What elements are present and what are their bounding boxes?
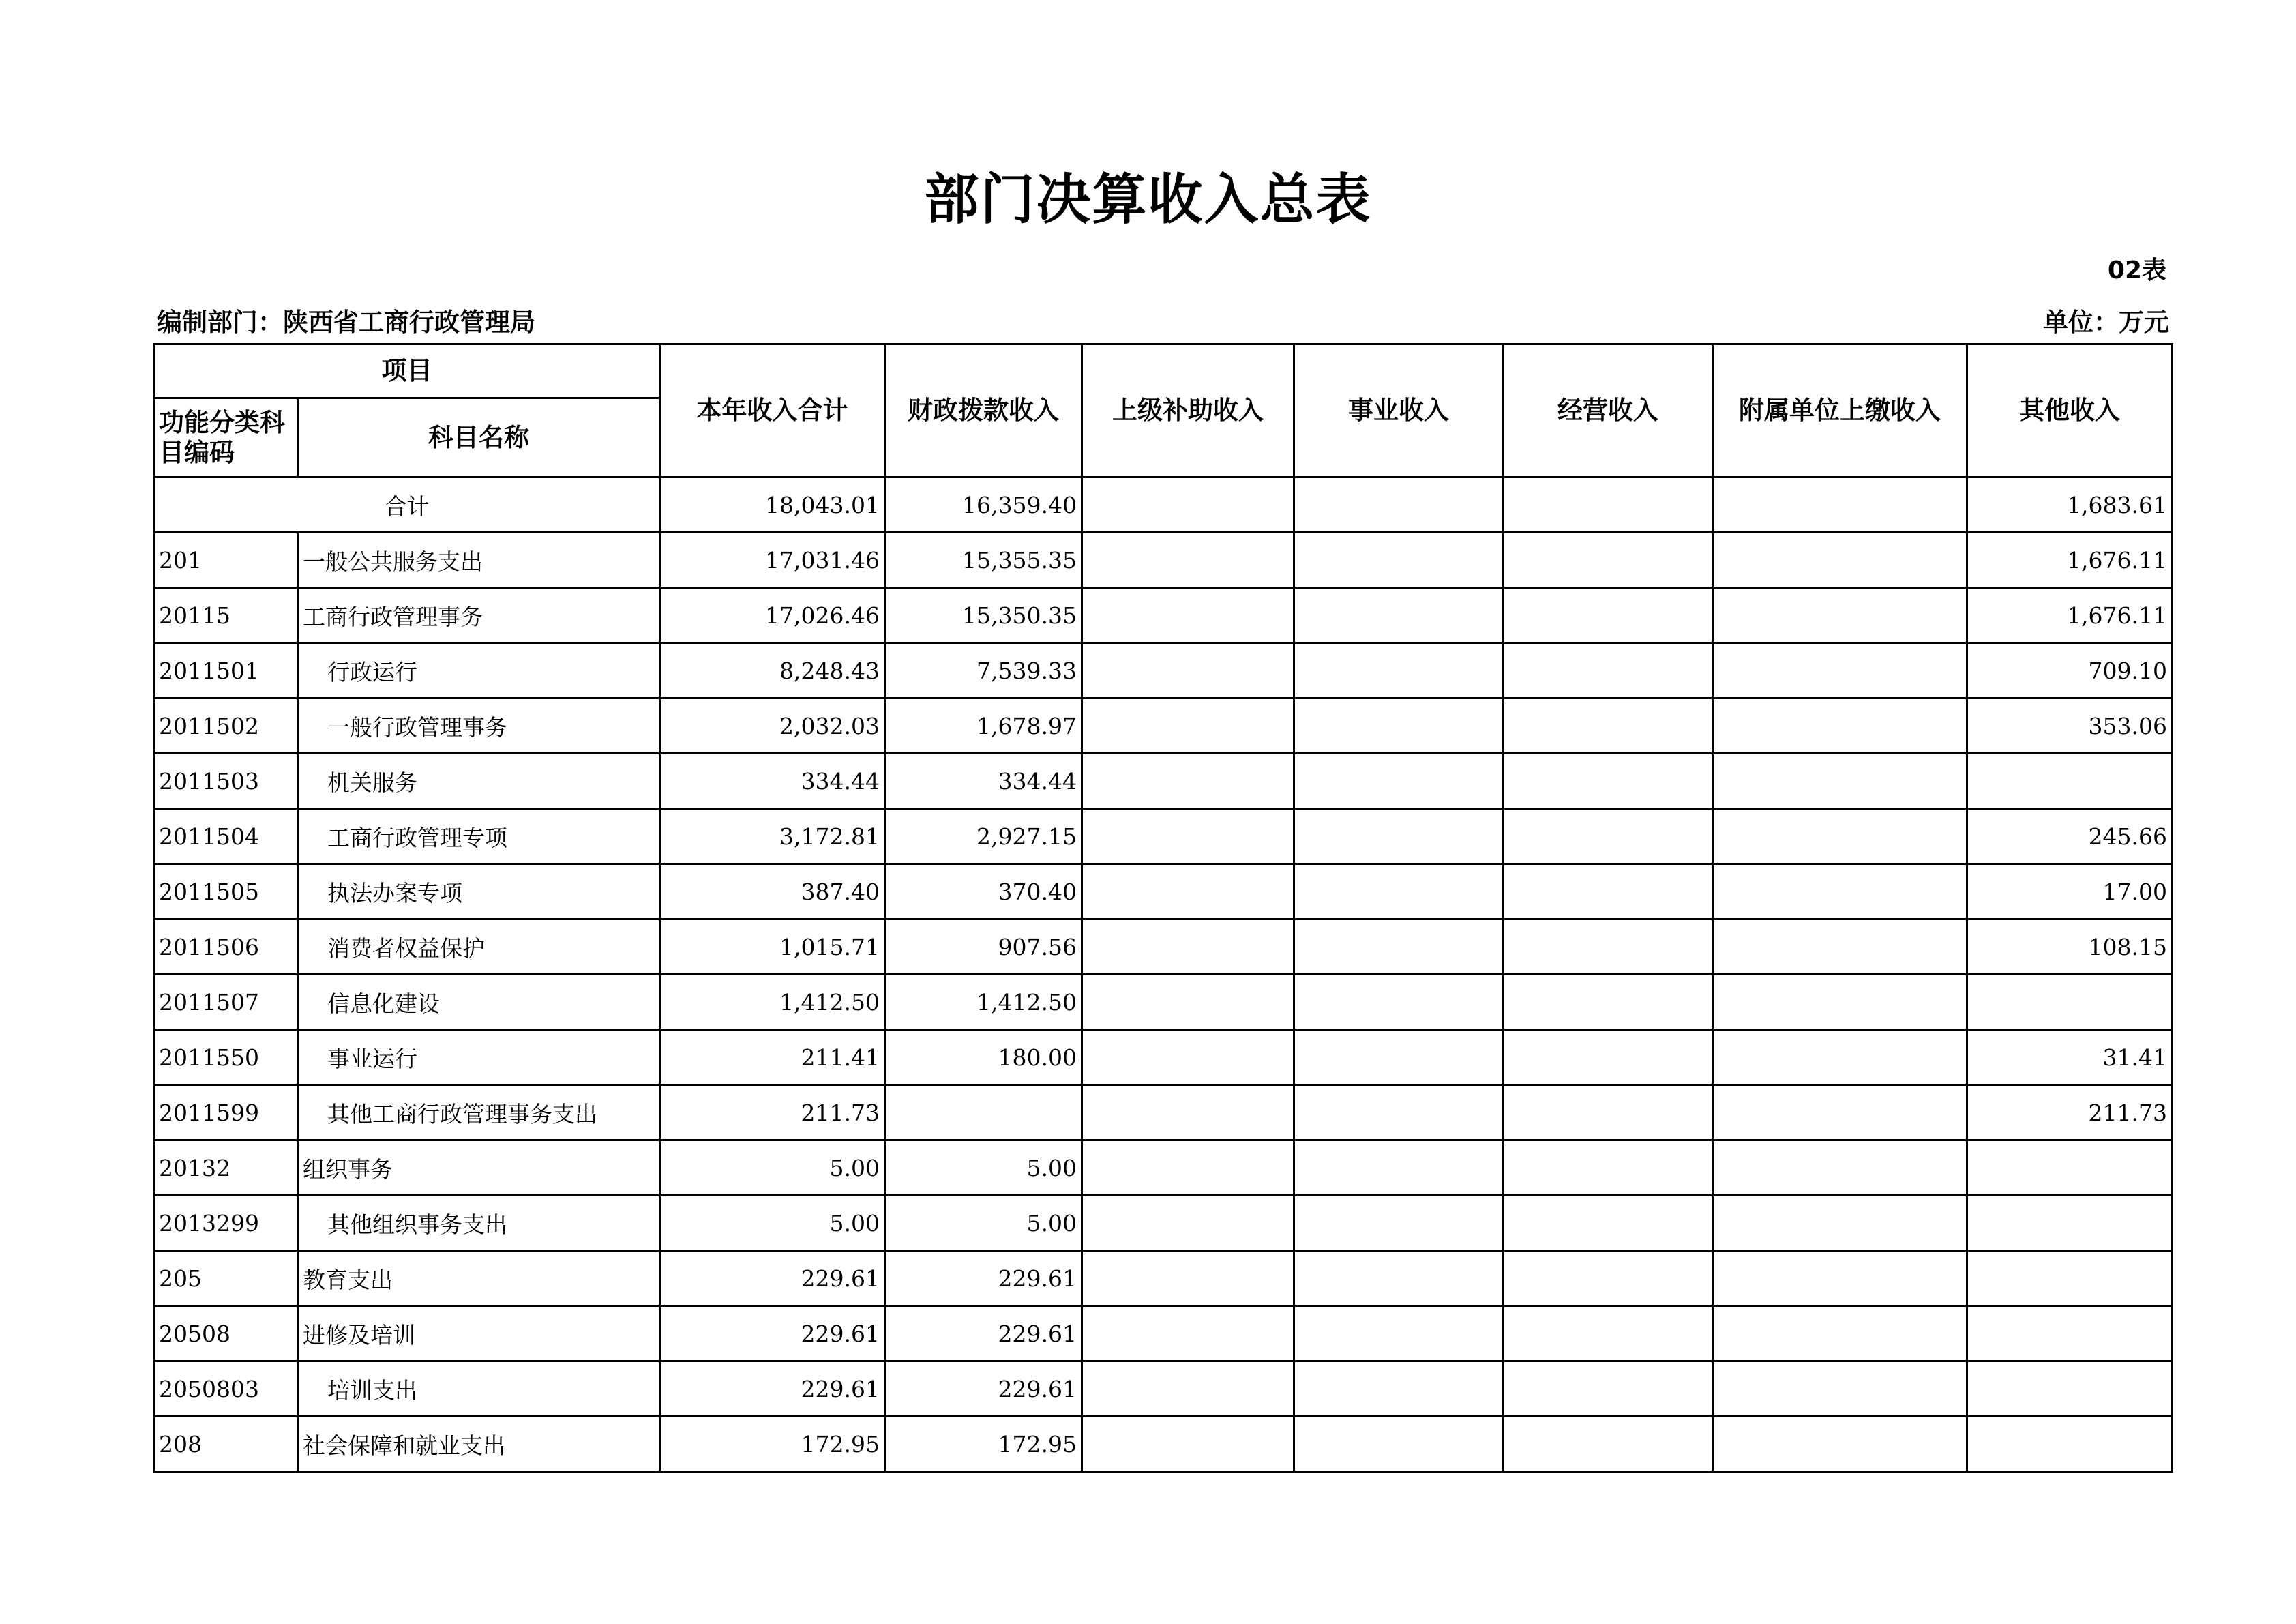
subject-name-cell (298, 1085, 660, 1140)
table-row (154, 809, 2173, 864)
superior-amount-cell (1082, 919, 1294, 975)
subject-name-cell (298, 864, 660, 919)
business-amount-cell (1294, 1085, 1504, 1140)
total-amount-cell: 334.44 (660, 754, 885, 809)
subject-name-text: 执法办案专项 (327, 879, 462, 906)
other-amount-cell: 1,683.61 (1967, 477, 2173, 533)
fiscal-amount-cell: 907.56 (885, 919, 1082, 975)
total-amount-cell: 17,031.46 (660, 533, 885, 588)
fiscal-amount-cell: 2,927.15 (885, 809, 1082, 864)
fiscal-amount-cell: 15,355.35 (885, 533, 1082, 588)
affiliated-amount-cell (1713, 1030, 1967, 1085)
subject-name-text: 其他组织事务支出 (327, 1211, 507, 1238)
header-superior-subsidy: 上级补助收入 (1082, 344, 1294, 477)
other-amount-cell (1967, 1251, 2173, 1306)
business-amount-cell (1294, 809, 1504, 864)
subject-code-cell: 20508 (154, 1306, 298, 1361)
other-amount-cell: 17.00 (1967, 864, 2173, 919)
subject-name-cell (298, 1140, 660, 1196)
table-row (154, 1196, 2173, 1251)
table-body (154, 477, 2173, 1472)
superior-amount-cell (1082, 1085, 1294, 1140)
subject-name-cell (298, 533, 660, 588)
superior-amount-cell (1082, 975, 1294, 1030)
total-amount-cell: 211.73 (660, 1085, 885, 1140)
subject-name-cell (298, 643, 660, 698)
total-amount-cell: 5.00 (660, 1196, 885, 1251)
operating-amount-cell (1504, 1306, 1713, 1361)
income-summary-table (153, 343, 2173, 1473)
affiliated-amount-cell (1713, 1085, 1967, 1140)
fiscal-amount-cell: 180.00 (885, 1030, 1082, 1085)
other-amount-cell (1967, 1361, 2173, 1417)
superior-amount-cell (1082, 1140, 1294, 1196)
other-amount-cell: 211.73 (1967, 1085, 2173, 1140)
business-amount-cell (1294, 588, 1504, 643)
subject-name-text: 消费者权益保护 (327, 934, 485, 962)
table-row (154, 1417, 2173, 1472)
subject-name-cell (298, 754, 660, 809)
header-subject-name: 科目名称 (298, 398, 660, 477)
subject-name-cell (298, 1361, 660, 1417)
subject-code-cell: 205 (154, 1251, 298, 1306)
fiscal-amount-cell: 334.44 (885, 754, 1082, 809)
business-amount-cell (1294, 1196, 1504, 1251)
other-amount-cell: 1,676.11 (1967, 588, 2173, 643)
header-other-income: 其他收入 (1967, 344, 2173, 477)
total-amount-cell: 229.61 (660, 1251, 885, 1306)
table-row (154, 643, 2173, 698)
affiliated-amount-cell (1713, 864, 1967, 919)
subject-name-text: 组织事务 (303, 1155, 393, 1183)
affiliated-amount-cell (1713, 477, 1967, 533)
department-label: 编制部门：陕西省工商行政管理局 (157, 308, 535, 337)
other-amount-cell (1967, 1196, 2173, 1251)
other-amount-cell (1967, 754, 2173, 809)
business-amount-cell (1294, 1417, 1504, 1472)
operating-amount-cell (1504, 698, 1713, 754)
operating-amount-cell (1504, 588, 1713, 643)
header-function-code: 功能分类科目编码 (154, 398, 298, 477)
total-amount-cell: 17,026.46 (660, 588, 885, 643)
affiliated-amount-cell (1713, 1417, 1967, 1472)
affiliated-amount-cell (1713, 643, 1967, 698)
fiscal-amount-cell: 229.61 (885, 1251, 1082, 1306)
total-row-label: 合计 (154, 477, 660, 533)
fiscal-amount-cell: 7,539.33 (885, 643, 1082, 698)
other-amount-cell: 31.41 (1967, 1030, 2173, 1085)
affiliated-amount-cell (1713, 1251, 1967, 1306)
fiscal-amount-cell: 1,412.50 (885, 975, 1082, 1030)
affiliated-amount-cell (1713, 919, 1967, 975)
operating-amount-cell (1504, 1196, 1713, 1251)
operating-amount-cell (1504, 809, 1713, 864)
fiscal-amount-cell: 16,359.40 (885, 477, 1082, 533)
fiscal-amount-cell (885, 1085, 1082, 1140)
subject-name-text: 一般公共服务支出 (303, 548, 483, 575)
table-number: 02表 (2107, 256, 2166, 284)
header-project: 项目 (154, 344, 660, 398)
subject-name-cell (298, 698, 660, 754)
affiliated-amount-cell (1713, 1361, 1967, 1417)
business-amount-cell (1294, 1306, 1504, 1361)
superior-amount-cell (1082, 643, 1294, 698)
table-row (154, 1361, 2173, 1417)
other-amount-cell: 709.10 (1967, 643, 2173, 698)
operating-amount-cell (1504, 1030, 1713, 1085)
fiscal-amount-cell: 1,678.97 (885, 698, 1082, 754)
subject-code-cell: 2013299 (154, 1196, 298, 1251)
fiscal-amount-cell: 15,350.35 (885, 588, 1082, 643)
table-row (154, 864, 2173, 919)
operating-amount-cell (1504, 1417, 1713, 1472)
unit-label: 单位：万元 (2043, 308, 2169, 337)
operating-amount-cell (1504, 1140, 1713, 1196)
fiscal-amount-cell: 172.95 (885, 1417, 1082, 1472)
total-amount-cell: 229.61 (660, 1361, 885, 1417)
superior-amount-cell (1082, 754, 1294, 809)
other-amount-cell: 108.15 (1967, 919, 2173, 975)
subject-name-text: 一般行政管理事务 (327, 713, 507, 741)
superior-amount-cell (1082, 1306, 1294, 1361)
other-amount-cell (1967, 1417, 2173, 1472)
subject-code-cell: 2011550 (154, 1030, 298, 1085)
subject-name-text: 事业运行 (327, 1045, 417, 1072)
superior-amount-cell (1082, 1196, 1294, 1251)
business-amount-cell (1294, 533, 1504, 588)
subject-name-cell (298, 809, 660, 864)
total-amount-cell: 3,172.81 (660, 809, 885, 864)
total-amount-cell: 18,043.01 (660, 477, 885, 533)
business-amount-cell (1294, 1030, 1504, 1085)
superior-amount-cell (1082, 1417, 1294, 1472)
affiliated-amount-cell (1713, 1196, 1967, 1251)
operating-amount-cell (1504, 533, 1713, 588)
total-amount-cell: 172.95 (660, 1417, 885, 1472)
affiliated-amount-cell (1713, 754, 1967, 809)
table-row (154, 1140, 2173, 1196)
affiliated-amount-cell (1713, 533, 1967, 588)
total-amount-cell: 229.61 (660, 1306, 885, 1361)
table-row (154, 919, 2173, 975)
table-row (154, 1251, 2173, 1306)
business-amount-cell (1294, 754, 1504, 809)
fiscal-amount-cell: 229.61 (885, 1361, 1082, 1417)
business-amount-cell (1294, 1361, 1504, 1417)
total-amount-cell: 8,248.43 (660, 643, 885, 698)
operating-amount-cell (1504, 1085, 1713, 1140)
table-row (154, 1085, 2173, 1140)
business-amount-cell (1294, 919, 1504, 975)
header-operating-income: 经营收入 (1504, 344, 1713, 477)
subject-name-cell (298, 1030, 660, 1085)
subject-code-cell: 20115 (154, 588, 298, 643)
operating-amount-cell (1504, 864, 1713, 919)
affiliated-amount-cell (1713, 1306, 1967, 1361)
subject-name-text: 机关服务 (327, 769, 417, 796)
operating-amount-cell (1504, 1361, 1713, 1417)
other-amount-cell: 245.66 (1967, 809, 2173, 864)
business-amount-cell (1294, 698, 1504, 754)
total-amount-cell: 2,032.03 (660, 698, 885, 754)
total-amount-cell: 387.40 (660, 864, 885, 919)
superior-amount-cell (1082, 1361, 1294, 1417)
other-amount-cell (1967, 1140, 2173, 1196)
superior-amount-cell (1082, 477, 1294, 533)
operating-amount-cell (1504, 477, 1713, 533)
subject-name-text: 工商行政管理专项 (327, 824, 507, 851)
business-amount-cell (1294, 1140, 1504, 1196)
subject-code-cell: 2011507 (154, 975, 298, 1030)
superior-amount-cell (1082, 588, 1294, 643)
other-amount-cell: 1,676.11 (1967, 533, 2173, 588)
table-row (154, 754, 2173, 809)
total-amount-cell: 211.41 (660, 1030, 885, 1085)
table-row (154, 975, 2173, 1030)
subject-name-text: 行政运行 (327, 658, 417, 685)
subject-name-cell (298, 975, 660, 1030)
affiliated-amount-cell (1713, 698, 1967, 754)
table-row (154, 477, 2173, 533)
superior-amount-cell (1082, 533, 1294, 588)
fiscal-amount-cell: 229.61 (885, 1306, 1082, 1361)
page-title: 部门决算收入总表 (924, 168, 1372, 231)
header-fiscal-income: 财政拨款收入 (885, 344, 1082, 477)
subject-code-cell: 20132 (154, 1140, 298, 1196)
business-amount-cell (1294, 975, 1504, 1030)
table-row (154, 1030, 2173, 1085)
total-amount-cell: 5.00 (660, 1140, 885, 1196)
superior-amount-cell (1082, 698, 1294, 754)
subject-name-text: 教育支出 (303, 1266, 393, 1293)
affiliated-amount-cell (1713, 975, 1967, 1030)
subject-name-cell (298, 588, 660, 643)
subject-code-cell: 2050803 (154, 1361, 298, 1417)
subject-name-text: 社会保障和就业支出 (303, 1432, 505, 1459)
header-total-income: 本年收入合计 (660, 344, 885, 477)
business-amount-cell (1294, 643, 1504, 698)
subject-name-text: 工商行政管理事务 (303, 603, 483, 630)
subject-code-cell: 2011505 (154, 864, 298, 919)
subject-name-cell (298, 1306, 660, 1361)
subject-code-cell: 2011599 (154, 1085, 298, 1140)
superior-amount-cell (1082, 1030, 1294, 1085)
table-row (154, 588, 2173, 643)
subject-code-cell: 2011503 (154, 754, 298, 809)
operating-amount-cell (1504, 1251, 1713, 1306)
subject-name-text: 培训支出 (327, 1376, 417, 1404)
subject-code-cell: 201 (154, 533, 298, 588)
operating-amount-cell (1504, 754, 1713, 809)
affiliated-amount-cell (1713, 1140, 1967, 1196)
table-row (154, 1306, 2173, 1361)
operating-amount-cell (1504, 975, 1713, 1030)
subject-name-cell (298, 1251, 660, 1306)
subject-code-cell: 2011504 (154, 809, 298, 864)
subject-code-cell: 2011502 (154, 698, 298, 754)
total-amount-cell: 1,015.71 (660, 919, 885, 975)
header-business-income: 事业收入 (1294, 344, 1504, 477)
other-amount-cell (1967, 1306, 2173, 1361)
table-row (154, 533, 2173, 588)
subject-name-cell (298, 1417, 660, 1472)
subject-name-text: 其他工商行政管理事务支出 (327, 1100, 597, 1127)
subject-name-cell (298, 1196, 660, 1251)
subject-name-cell (298, 919, 660, 975)
total-amount-cell: 1,412.50 (660, 975, 885, 1030)
subject-code-cell: 2011506 (154, 919, 298, 975)
table-row (154, 698, 2173, 754)
affiliated-amount-cell (1713, 588, 1967, 643)
subject-code-cell: 2011501 (154, 643, 298, 698)
fiscal-amount-cell: 5.00 (885, 1140, 1082, 1196)
business-amount-cell (1294, 477, 1504, 533)
operating-amount-cell (1504, 919, 1713, 975)
header-affiliated-income: 附属单位上缴收入 (1713, 344, 1967, 477)
business-amount-cell (1294, 864, 1504, 919)
superior-amount-cell (1082, 864, 1294, 919)
fiscal-amount-cell: 370.40 (885, 864, 1082, 919)
other-amount-cell (1967, 975, 2173, 1030)
affiliated-amount-cell (1713, 809, 1967, 864)
fiscal-amount-cell: 5.00 (885, 1196, 1082, 1251)
superior-amount-cell (1082, 809, 1294, 864)
other-amount-cell: 353.06 (1967, 698, 2173, 754)
subject-name-text: 信息化建设 (327, 990, 440, 1017)
subject-code-cell: 208 (154, 1417, 298, 1472)
business-amount-cell (1294, 1251, 1504, 1306)
superior-amount-cell (1082, 1251, 1294, 1306)
operating-amount-cell (1504, 643, 1713, 698)
subject-name-text: 进修及培训 (303, 1321, 415, 1348)
